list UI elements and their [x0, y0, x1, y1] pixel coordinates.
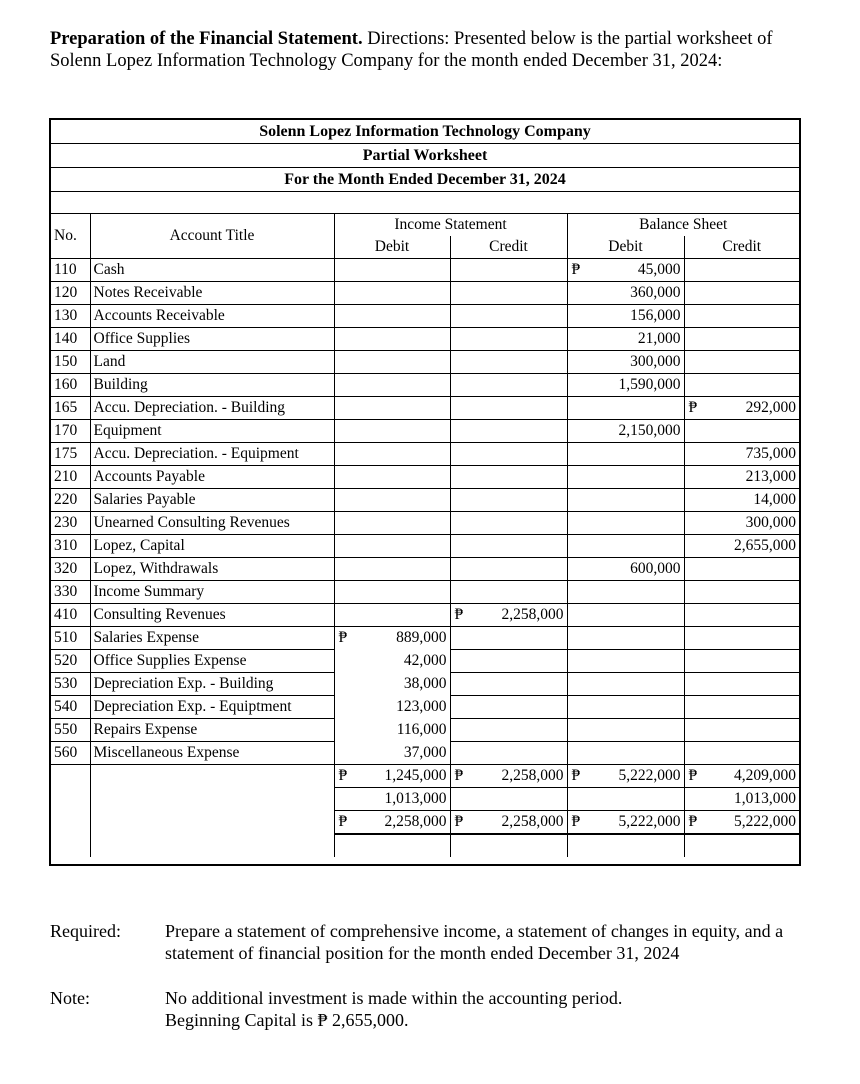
- account-title-value: Depreciation Exp. - Building: [93, 675, 274, 692]
- bs-credit-cell-value: 213,000: [745, 468, 797, 485]
- bs-credit-cell: [684, 489, 799, 512]
- is-credit-cell: [450, 627, 567, 650]
- is-credit-cell: [450, 742, 567, 765]
- table-row: [51, 535, 799, 558]
- bs-credit-cell-value: 292,000: [745, 399, 797, 416]
- account-title: [90, 742, 334, 765]
- bs-credit-cell: [684, 650, 799, 673]
- account-no-value: 320: [54, 560, 78, 577]
- table-row: [51, 834, 799, 857]
- is-credit-cell: [450, 696, 567, 719]
- bs-credit-cell: [684, 374, 799, 397]
- table-row: [51, 765, 799, 788]
- bs-debit-cell: [567, 512, 684, 535]
- table-row: [51, 512, 799, 535]
- is-debit-cell: [334, 811, 450, 835]
- is-debit-cell: [334, 535, 450, 558]
- is-credit-cell: [450, 466, 567, 489]
- account-no: [51, 765, 90, 788]
- account-no: [51, 512, 90, 535]
- is-debit-cell: [334, 328, 450, 351]
- bs-credit-cell: [684, 673, 799, 696]
- bs-credit-cell-value: 1,013,000: [734, 790, 797, 807]
- bs-debit-cell: [567, 351, 684, 374]
- table-row: [51, 650, 799, 673]
- table-row: [51, 328, 799, 351]
- note-text: [165, 987, 805, 1031]
- bs-credit-cell: [684, 282, 799, 305]
- col-header-is-debit: Debit: [334, 236, 450, 259]
- account-title-value: Accounts Receivable: [93, 307, 225, 324]
- bs-credit-cell: [684, 443, 799, 466]
- col-header-income-statement: Income Statement: [334, 214, 567, 236]
- table-row: [51, 466, 799, 489]
- note-line-2: Beginning Capital is ₱ 2,655,000.: [165, 1010, 409, 1030]
- is-debit-cell-value: 123,000: [396, 698, 447, 715]
- bs-debit-cell: [567, 627, 684, 650]
- account-title-value: Depreciation Exp. - Equiptment: [93, 698, 292, 715]
- is-debit-cell: [334, 765, 450, 788]
- peso-sign: ₱: [454, 767, 464, 784]
- account-no-value: 110: [54, 261, 77, 278]
- bs-credit-cell: [684, 558, 799, 581]
- bs-debit-cell: [567, 696, 684, 719]
- is-credit-cell: [450, 512, 567, 535]
- table-row: [51, 397, 799, 420]
- is-credit-cell: [450, 259, 567, 282]
- col-header-account-title: Account Title: [90, 214, 334, 259]
- bs-debit-cell: [567, 282, 684, 305]
- is-debit-cell: [334, 742, 450, 765]
- is-debit-cell: [334, 489, 450, 512]
- bs-debit-cell: [567, 558, 684, 581]
- account-no-value: 310: [54, 537, 78, 554]
- bs-credit-cell: [684, 581, 799, 604]
- is-debit-cell: [334, 305, 450, 328]
- account-title: [90, 788, 334, 811]
- account-no-value: 530: [54, 675, 78, 692]
- is-debit-cell: [334, 719, 450, 742]
- account-title-value: Consulting Revenues: [93, 606, 226, 623]
- peso-sign: ₱: [338, 767, 348, 784]
- directions-heading: Preparation of the Financial Statement.: [50, 29, 363, 49]
- bs-credit-cell: [684, 696, 799, 719]
- account-no-value: 220: [54, 491, 78, 508]
- account-title-value: Salaries Payable: [93, 491, 196, 508]
- peso-sign: ₱: [338, 813, 348, 830]
- is-debit-cell: [334, 581, 450, 604]
- is-credit-cell: [450, 811, 567, 835]
- account-no-value: 410: [54, 606, 78, 623]
- is-debit-cell: [334, 466, 450, 489]
- is-debit-cell: [334, 512, 450, 535]
- col-header-balance-sheet: Balance Sheet: [567, 214, 799, 236]
- account-no-value: 140: [54, 330, 78, 347]
- bs-credit-cell: [684, 466, 799, 489]
- col-header-bs-debit: Debit: [567, 236, 684, 259]
- bs-credit-cell: [684, 604, 799, 627]
- table-row: [51, 811, 799, 835]
- bs-debit-cell: [567, 443, 684, 466]
- account-title-value: Lopez, Withdrawals: [93, 560, 219, 577]
- bs-debit-cell: [567, 374, 684, 397]
- is-credit-cell: [450, 420, 567, 443]
- peso-sign: ₱: [688, 767, 698, 784]
- account-title-value: Accounts Payable: [93, 468, 205, 485]
- bs-debit-cell-value: 600,000: [630, 560, 681, 577]
- table-row: [51, 282, 799, 305]
- account-title-value: Office Supplies: [93, 330, 191, 347]
- bs-credit-cell-value: 4,209,000: [734, 767, 797, 784]
- bs-debit-cell-value: 156,000: [630, 307, 681, 324]
- account-title: [90, 811, 334, 835]
- bs-credit-cell: [684, 627, 799, 650]
- bs-debit-cell-value: 45,000: [637, 261, 681, 278]
- col-header-bs-credit: Credit: [684, 236, 799, 259]
- bs-debit-cell: [567, 673, 684, 696]
- account-no: [51, 443, 90, 466]
- is-credit-cell: [450, 282, 567, 305]
- is-debit-cell: [334, 650, 450, 673]
- account-title: [90, 282, 334, 305]
- directions-text: Directions: Presented below is the partial worksheet of Solenn Lopez Information Technology Company for the month ended December 31, 2024:: [50, 29, 773, 71]
- bs-credit-cell-value: 735,000: [745, 445, 797, 462]
- bs-debit-cell-value: 360,000: [630, 284, 681, 301]
- account-title-value: Land: [93, 353, 126, 370]
- account-title: [90, 305, 334, 328]
- account-title: [90, 696, 334, 719]
- bs-debit-cell-value: 21,000: [637, 330, 681, 347]
- is-credit-cell: [450, 351, 567, 374]
- bs-credit-cell-value: 300,000: [745, 514, 797, 531]
- peso-sign: ₱: [454, 606, 464, 623]
- account-title: [90, 604, 334, 627]
- is-debit-cell: [334, 443, 450, 466]
- account-title: [90, 466, 334, 489]
- worksheet-table: [51, 214, 799, 857]
- bs-debit-cell: [567, 650, 684, 673]
- bs-credit-cell: [684, 535, 799, 558]
- is-debit-cell: [334, 374, 450, 397]
- bs-credit-cell: [684, 420, 799, 443]
- account-no: [51, 397, 90, 420]
- account-no-value: 130: [54, 307, 78, 324]
- is-credit-cell: [450, 650, 567, 673]
- table-row: [51, 604, 799, 627]
- bs-credit-cell: [684, 811, 799, 835]
- account-title-value: Accu. Depreciation. - Building: [93, 399, 286, 416]
- account-title: [90, 512, 334, 535]
- bs-credit-cell: [684, 259, 799, 282]
- account-title-value: Building: [93, 376, 148, 393]
- is-credit-cell: [450, 558, 567, 581]
- account-title-value: Accu. Depreciation. - Equipment: [93, 445, 299, 462]
- is-credit-cell: [450, 443, 567, 466]
- table-row: [51, 673, 799, 696]
- table-row: [51, 696, 799, 719]
- note-line-1: No additional investment is made within the accounting period.: [165, 988, 623, 1008]
- blank-header-row: [51, 192, 799, 214]
- account-title: [90, 489, 334, 512]
- table-row: [51, 558, 799, 581]
- is-debit-cell: [334, 558, 450, 581]
- col-header-no: No.: [51, 214, 90, 259]
- account-no-value: 175: [54, 445, 78, 462]
- account-title: [90, 581, 334, 604]
- account-no: [51, 489, 90, 512]
- is-debit-cell: [334, 282, 450, 305]
- account-no: [51, 466, 90, 489]
- account-title-value: Equipment: [93, 422, 162, 439]
- account-title: [90, 443, 334, 466]
- account-no-value: 330: [54, 583, 78, 600]
- account-no: [51, 650, 90, 673]
- bs-debit-cell: [567, 328, 684, 351]
- account-title-value: Lopez, Capital: [93, 537, 185, 554]
- is-debit-cell: [334, 604, 450, 627]
- bs-credit-cell: [684, 305, 799, 328]
- peso-sign: ₱: [688, 399, 698, 416]
- worksheet-title: Partial Worksheet: [51, 144, 799, 168]
- account-no: [51, 834, 90, 857]
- peso-sign: ₱: [338, 629, 348, 646]
- account-title-value: Cash: [93, 261, 125, 278]
- account-title: [90, 719, 334, 742]
- is-debit-cell-value: 1,245,000: [384, 767, 447, 784]
- account-no-value: 120: [54, 284, 78, 301]
- account-no: [51, 788, 90, 811]
- bs-debit-cell: [567, 466, 684, 489]
- account-no-value: 230: [54, 514, 78, 531]
- account-title-value: Office Supplies Expense: [93, 652, 247, 669]
- is-debit-cell: [334, 351, 450, 374]
- bs-debit-cell: [567, 581, 684, 604]
- account-title: [90, 627, 334, 650]
- bs-credit-cell: [684, 512, 799, 535]
- table-row: [51, 420, 799, 443]
- is-debit-cell: [334, 834, 450, 857]
- account-title-value: Miscellaneous Expense: [93, 744, 240, 761]
- account-no: [51, 535, 90, 558]
- table-row: [51, 259, 799, 282]
- is-credit-cell: [450, 397, 567, 420]
- account-title: [90, 259, 334, 282]
- table-row: [51, 374, 799, 397]
- is-debit-cell: [334, 673, 450, 696]
- is-credit-cell-value: 2,258,000: [501, 767, 564, 784]
- bs-debit-cell: [567, 719, 684, 742]
- table-row: [51, 351, 799, 374]
- is-credit-cell: [450, 489, 567, 512]
- bs-debit-cell: [567, 305, 684, 328]
- account-title-value: Unearned Consulting Revenues: [93, 514, 290, 531]
- bs-credit-cell: [684, 719, 799, 742]
- account-no: [51, 328, 90, 351]
- bs-credit-cell: [684, 351, 799, 374]
- is-debit-cell-value: 38,000: [403, 675, 447, 692]
- account-title: [90, 420, 334, 443]
- is-credit-cell: [450, 374, 567, 397]
- directions-paragraph: [50, 28, 820, 72]
- is-debit-cell-value: 1,013,000: [384, 790, 447, 807]
- account-no: [51, 719, 90, 742]
- is-debit-cell-value: 116,000: [396, 721, 447, 738]
- peso-sign: ₱: [571, 261, 581, 278]
- account-title: [90, 328, 334, 351]
- note-label: Note:: [50, 988, 90, 1008]
- account-no: [51, 259, 90, 282]
- account-no: [51, 604, 90, 627]
- is-debit-cell: [334, 259, 450, 282]
- account-title-value: Notes Receivable: [93, 284, 203, 301]
- peso-sign: ₱: [571, 767, 581, 784]
- is-credit-cell: [450, 328, 567, 351]
- bs-credit-cell: [684, 765, 799, 788]
- is-debit-cell-value: 889,000: [396, 629, 447, 647]
- account-no: [51, 420, 90, 443]
- bs-debit-cell: [567, 604, 684, 627]
- account-title-value: Income Summary: [93, 583, 205, 600]
- bs-credit-cell-value: 2,655,000: [734, 537, 797, 554]
- is-debit-cell: [334, 627, 450, 650]
- partial-worksheet: [49, 118, 801, 866]
- account-title: [90, 558, 334, 581]
- bs-debit-cell-value: 5,222,000: [618, 813, 681, 830]
- account-no: [51, 374, 90, 397]
- account-no: [51, 742, 90, 765]
- is-credit-cell: [450, 604, 567, 627]
- bs-debit-cell: [567, 811, 684, 835]
- is-credit-cell-value: 2,258,000: [501, 813, 564, 830]
- account-no-value: 210: [54, 468, 78, 485]
- is-credit-cell: [450, 673, 567, 696]
- is-debit-cell: [334, 397, 450, 420]
- required-text: Prepare a statement of comprehensive income, a statement of changes in equity, and a statement of financial position for the month ended December 31, 2024: [165, 921, 784, 963]
- account-no-value: 560: [54, 744, 78, 761]
- is-debit-cell: [334, 696, 450, 719]
- account-no: [51, 811, 90, 835]
- account-title: [90, 535, 334, 558]
- is-debit-cell: [334, 420, 450, 443]
- is-credit-cell: [450, 788, 567, 811]
- account-no-value: 510: [54, 629, 78, 646]
- account-no: [51, 282, 90, 305]
- is-credit-cell: [450, 719, 567, 742]
- worksheet-period: For the Month Ended December 31, 2024: [51, 168, 799, 192]
- account-no: [51, 581, 90, 604]
- table-row: [51, 742, 799, 765]
- is-debit-cell-value: 2,258,000: [384, 813, 447, 830]
- peso-sign: ₱: [454, 813, 464, 830]
- bs-debit-cell-value: 300,000: [630, 353, 681, 370]
- account-no: [51, 673, 90, 696]
- bs-debit-cell: [567, 535, 684, 558]
- account-title-value: Salaries Expense: [93, 629, 199, 646]
- account-title: [90, 650, 334, 673]
- account-no: [51, 351, 90, 374]
- bs-debit-cell-value: 2,150,000: [618, 422, 681, 439]
- column-group-header-row: [51, 214, 799, 236]
- account-no-value: 160: [54, 376, 78, 393]
- bs-debit-cell: [567, 489, 684, 512]
- table-row: [51, 788, 799, 811]
- table-row: [51, 581, 799, 604]
- bs-debit-cell: [567, 259, 684, 282]
- account-no: [51, 696, 90, 719]
- bs-credit-cell-value: 14,000: [753, 491, 797, 508]
- account-title-value: Repairs Expense: [93, 721, 198, 738]
- is-debit-cell: [334, 788, 450, 811]
- is-credit-cell: [450, 535, 567, 558]
- account-no-value: 540: [54, 698, 78, 715]
- bs-debit-cell: [567, 397, 684, 420]
- account-no-value: 170: [54, 422, 78, 439]
- table-row: [51, 489, 799, 512]
- is-credit-cell: [450, 305, 567, 328]
- account-no-value: 165: [54, 399, 78, 416]
- account-title: [90, 397, 334, 420]
- is-credit-cell: [450, 765, 567, 788]
- account-no-value: 150: [54, 353, 78, 370]
- table-row: [51, 627, 799, 650]
- account-no: [51, 627, 90, 650]
- table-row: [51, 305, 799, 328]
- account-no: [51, 305, 90, 328]
- col-header-is-credit: Credit: [450, 236, 567, 259]
- is-debit-cell-value: 37,000: [403, 743, 447, 761]
- bs-debit-cell: [567, 420, 684, 443]
- is-credit-cell: [450, 834, 567, 857]
- bs-credit-cell: [684, 328, 799, 351]
- table-row: [51, 443, 799, 466]
- account-title: [90, 834, 334, 857]
- bs-credit-cell: [684, 834, 799, 857]
- bs-debit-cell: [567, 788, 684, 811]
- bs-credit-cell: [684, 397, 799, 420]
- required-label: Required:: [50, 921, 121, 941]
- company-name: Solenn Lopez Information Technology Company: [51, 120, 799, 144]
- account-title: [90, 374, 334, 397]
- account-no: [51, 558, 90, 581]
- is-credit-cell: [450, 581, 567, 604]
- peso-sign: ₱: [688, 813, 698, 830]
- bs-credit-cell: [684, 788, 799, 811]
- table-row: [51, 719, 799, 742]
- account-no-value: 520: [54, 652, 78, 669]
- account-title: [90, 351, 334, 374]
- bs-debit-cell-value: 1,590,000: [618, 376, 681, 393]
- bs-debit-cell: [567, 834, 684, 857]
- account-no-value: 550: [54, 721, 78, 738]
- peso-sign: ₱: [571, 813, 581, 830]
- is-debit-cell-value: 42,000: [403, 652, 447, 669]
- account-title: [90, 765, 334, 788]
- bs-debit-cell-value: 5,222,000: [618, 767, 681, 784]
- bs-debit-cell: [567, 765, 684, 788]
- bs-debit-cell: [567, 742, 684, 765]
- bs-credit-cell: [684, 742, 799, 765]
- bs-credit-cell-value: 5,222,000: [734, 813, 797, 830]
- is-credit-cell-value: 2,258,000: [501, 606, 564, 623]
- account-title: [90, 673, 334, 696]
